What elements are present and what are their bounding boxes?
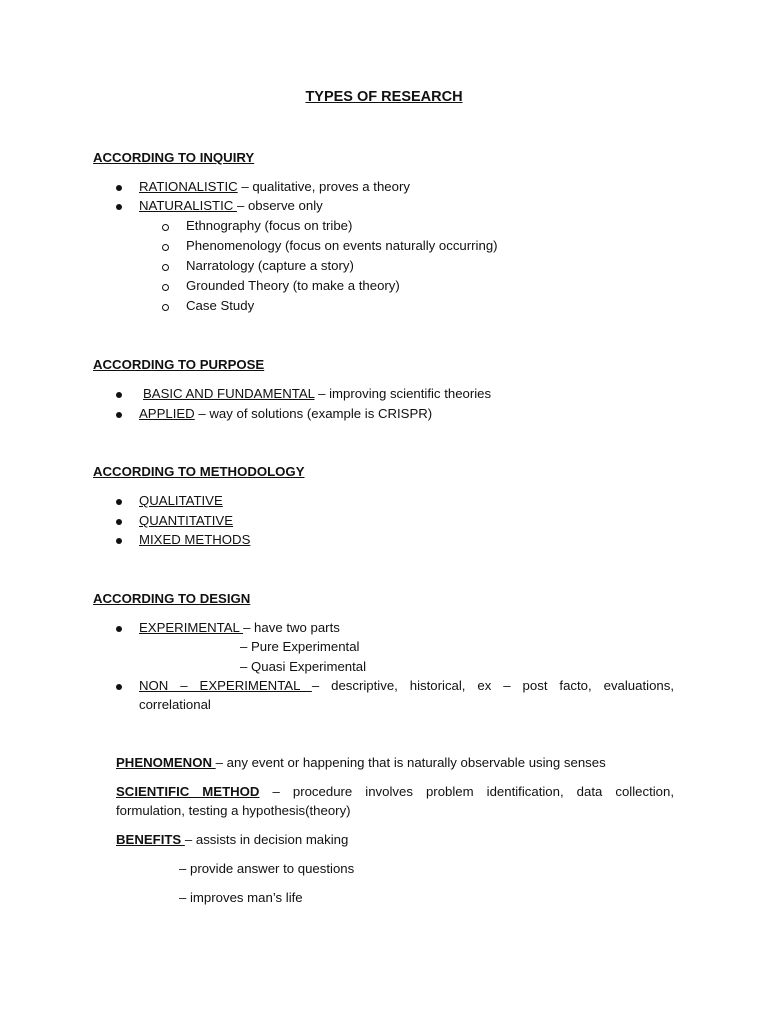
circle-bullet-icon [162, 264, 169, 271]
term-applied: APPLIED [139, 406, 195, 421]
term-benefits: BENEFITS [116, 832, 185, 847]
scientific-method-continuation: formulation, testing a hypothesis(theory) [116, 803, 351, 818]
circle-bullet-icon [162, 284, 169, 291]
list-item-mixed-methods: MIXED METHODS [139, 532, 251, 547]
desc-benefits: – assists in decision making [184, 832, 349, 847]
benefit-item: – improves man’s life [179, 890, 303, 905]
list-item-rationalistic [139, 178, 410, 196]
sub-item: Case Study [186, 298, 255, 313]
desc-non-experimental: – descriptive, historical, ex – post facto, evaluations, [311, 678, 674, 693]
list-item-basic [143, 385, 491, 403]
bullet-icon [116, 204, 122, 210]
experimental-part: – Pure Experimental [240, 639, 360, 654]
bullet-icon [116, 412, 122, 418]
desc-scientific-method: – procedure involves problem identification, data collection, [272, 784, 674, 799]
term-phenomenon: PHENOMENON [116, 755, 216, 770]
term-rationalistic: RATIONALISTIC [139, 179, 238, 194]
bullet-icon [116, 684, 122, 690]
page-title: TYPES OF RESEARCH [305, 89, 463, 105]
benefit-item: – provide answer to questions [179, 861, 355, 876]
section-heading-methodology: ACCORDING TO METHODOLOGY [93, 464, 305, 479]
section-heading-design: ACCORDING TO DESIGN [93, 591, 251, 606]
definition-benefits [116, 831, 348, 849]
term-experimental: EXPERIMENTAL [139, 620, 244, 635]
desc-experimental: – have two parts [243, 620, 340, 635]
sub-item: Narratology (capture a story) [186, 258, 354, 273]
list-item-non-experimental [139, 677, 674, 695]
list-item-quantitative: QUANTITATIVE [139, 513, 234, 528]
list-item-qualitative: QUALITATIVE [139, 493, 223, 508]
bullet-icon [116, 519, 122, 525]
definition-phenomenon [116, 754, 606, 772]
definition-scientific-method [116, 783, 674, 801]
desc-rationalistic: – qualitative, proves a theory [237, 179, 410, 194]
bullet-icon [116, 626, 122, 632]
desc-applied: – way of solutions (example is CRISPR) [194, 406, 433, 421]
circle-bullet-icon [162, 244, 169, 251]
list-item-naturalistic [139, 197, 323, 215]
sub-item: Phenomenology (focus on events naturally occurring) [186, 238, 498, 253]
non-experimental-continuation: correlational [139, 697, 211, 712]
desc-naturalistic: – observe only [236, 198, 323, 213]
bullet-icon [116, 392, 122, 398]
sub-item: Grounded Theory (to make a theory) [186, 278, 400, 293]
list-item-applied [139, 405, 432, 423]
desc-basic: – improving scientific theories [314, 386, 492, 401]
term-non-experimental: NON – EXPERIMENTAL [139, 678, 312, 693]
desc-phenomenon: – any event or happening that is naturally observable using senses [215, 755, 606, 770]
section-heading-purpose: ACCORDING TO PURPOSE [93, 357, 265, 372]
term-scientific-method: SCIENTIFIC METHOD [116, 784, 260, 799]
bullet-icon [116, 499, 122, 505]
list-item-experimental [139, 619, 340, 637]
sub-item: Ethnography (focus on tribe) [186, 218, 353, 233]
section-heading-inquiry: ACCORDING TO INQUIRY [93, 150, 255, 165]
circle-bullet-icon [162, 304, 169, 311]
experimental-part: – Quasi Experimental [240, 659, 367, 674]
term-naturalistic: NATURALISTIC [139, 198, 237, 213]
bullet-icon [116, 538, 122, 544]
circle-bullet-icon [162, 224, 169, 231]
term-basic: BASIC AND FUNDAMENTAL [143, 386, 315, 401]
bullet-icon [116, 185, 122, 191]
